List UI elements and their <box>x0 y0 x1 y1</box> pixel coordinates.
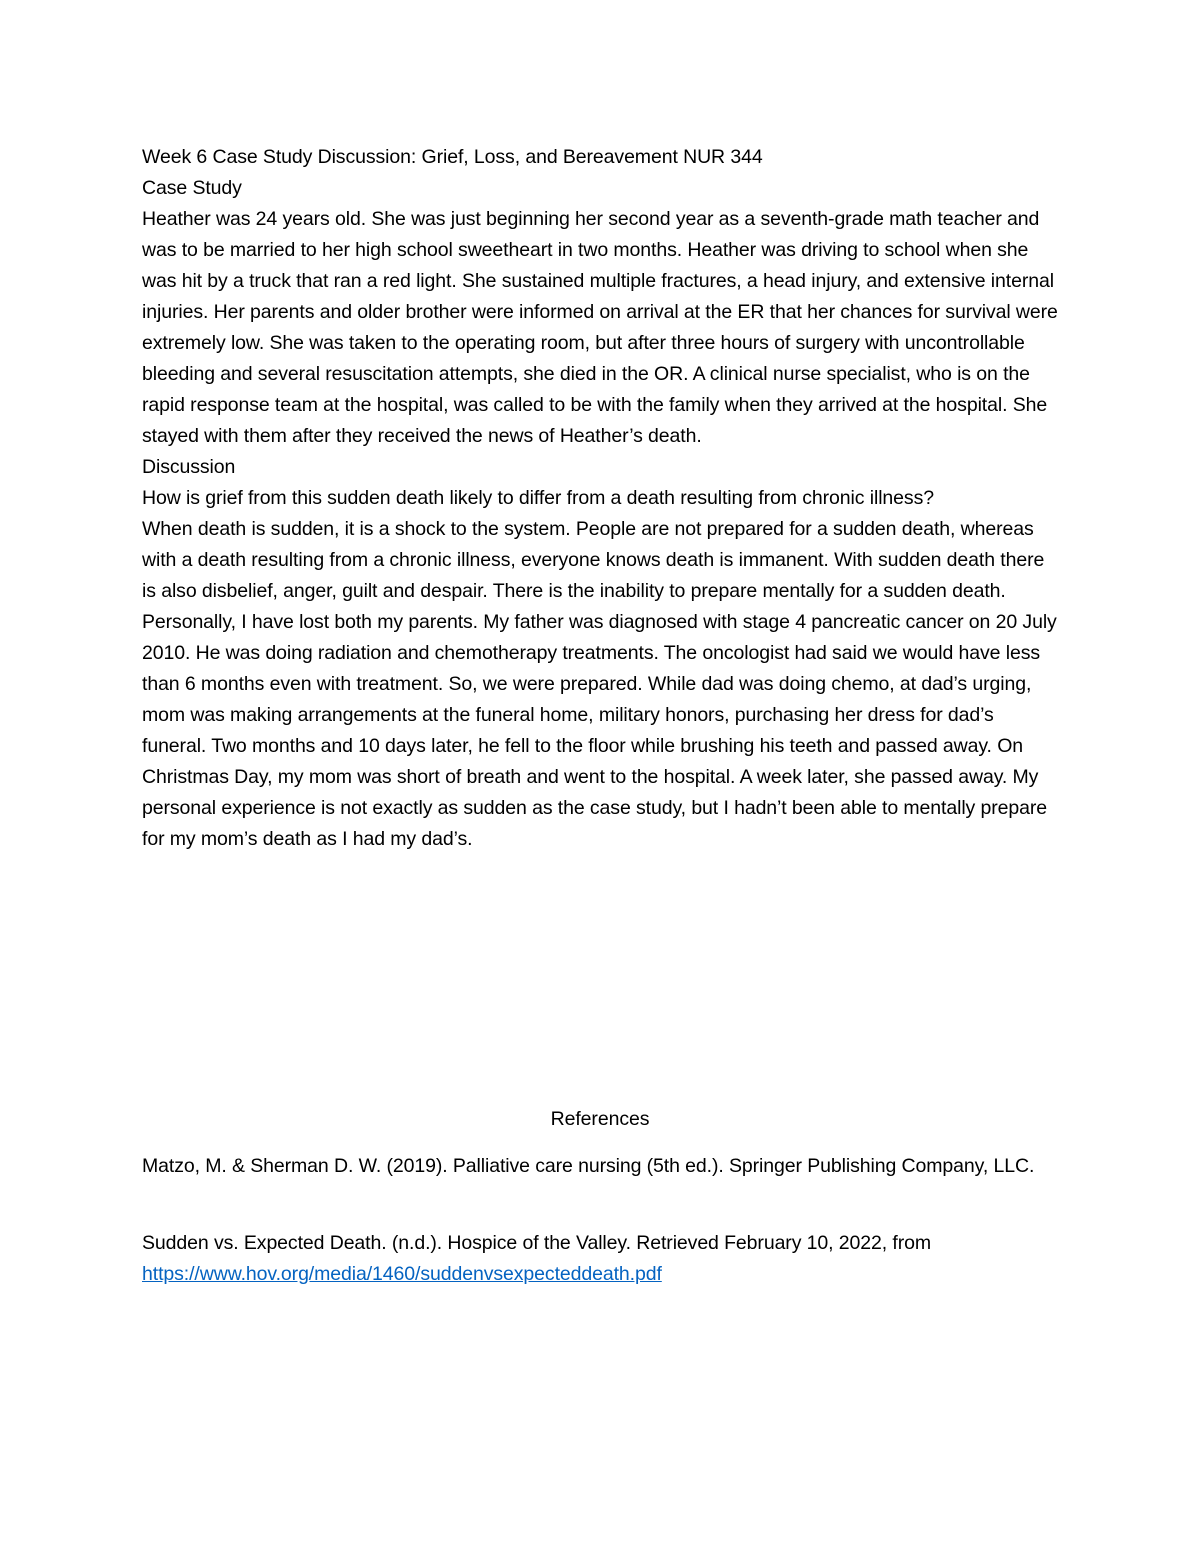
discussion-question: How is grief from this sudden death likely to differ from a death resulting from chronic illness? <box>142 487 934 509</box>
reference-text: Matzo, M. & Sherman D. W. (2019). Palliative care nursing (5th ed.). Springer Publishing Company, LLC. <box>142 1155 1035 1177</box>
case-study-heading: Case Study <box>142 177 242 199</box>
document-body <box>142 142 1062 1285</box>
discussion-answer: When death is sudden, it is a shock to the system. People are not prepared for a sudden death, whereas with a death resulting from a chronic illness, everyone knows death is immanent. With sudden death there is also disbelief, anger, guilt and despair. There is the inability to prepare mentally for a sudden death. Personally, I have lost both my parents. My father was diagnosed with stage 4 pancreatic cancer on 20 July 2010. He was doing radiation and chemotherapy treatments. The oncologist had said we would have less than 6 months even with treatment. So, we were prepared. While dad was doing chemo, at dad’s urging, mom was making arrangements at the funeral home, military honors, purchasing her dress for dad’s funeral. Two months and 10 days later, he fell to the floor while brushing his teeth and passed away. On Christmas Day, my mom was short of breath and went to the hospital. A week later, she passed away. My personal experience is not exactly as sudden as the case study, but I hadn’t been able to mentally prepare for my mom’s death as I had my dad’s. <box>142 518 1057 850</box>
references-heading: References <box>550 1108 650 1130</box>
document-title: Week 6 Case Study Discussion: Grief, Loss, and Bereavement NUR 344 <box>142 146 763 168</box>
reference-text: Sudden vs. Expected Death. (n.d.). Hospice of the Valley. Retrieved February 10, 2022, from <box>142 1232 932 1254</box>
case-study-paragraph: Heather was 24 years old. She was just beginning her second year as a seventh-grade math teacher and was to be married to her high school sweetheart in two months. Heather was driving to school when she was hit by a truck that ran a red light. She sustained multiple fractures, a head injury, and extensive internal injuries. Her parents and older brother were informed on arrival at the ER that her chances for survival were extremely low. She was taken to the operating room, but after three hours of surgery with uncontrollable bleeding and several resuscitation attempts, she died in the OR. A clinical nurse specialist, who is on the rapid response team at the hospital, was called to be with the family when they arrived at the hospital. She stayed with them after they received the news of Heather’s death. <box>142 208 1058 447</box>
discussion-heading: Discussion <box>142 456 236 478</box>
reference-link[interactable]: https://www.hov.org/media/1460/suddenvsexpecteddeath.pdf <box>142 1263 662 1285</box>
reference-item <box>142 1151 1062 1182</box>
reference-item <box>142 1228 1062 1290</box>
